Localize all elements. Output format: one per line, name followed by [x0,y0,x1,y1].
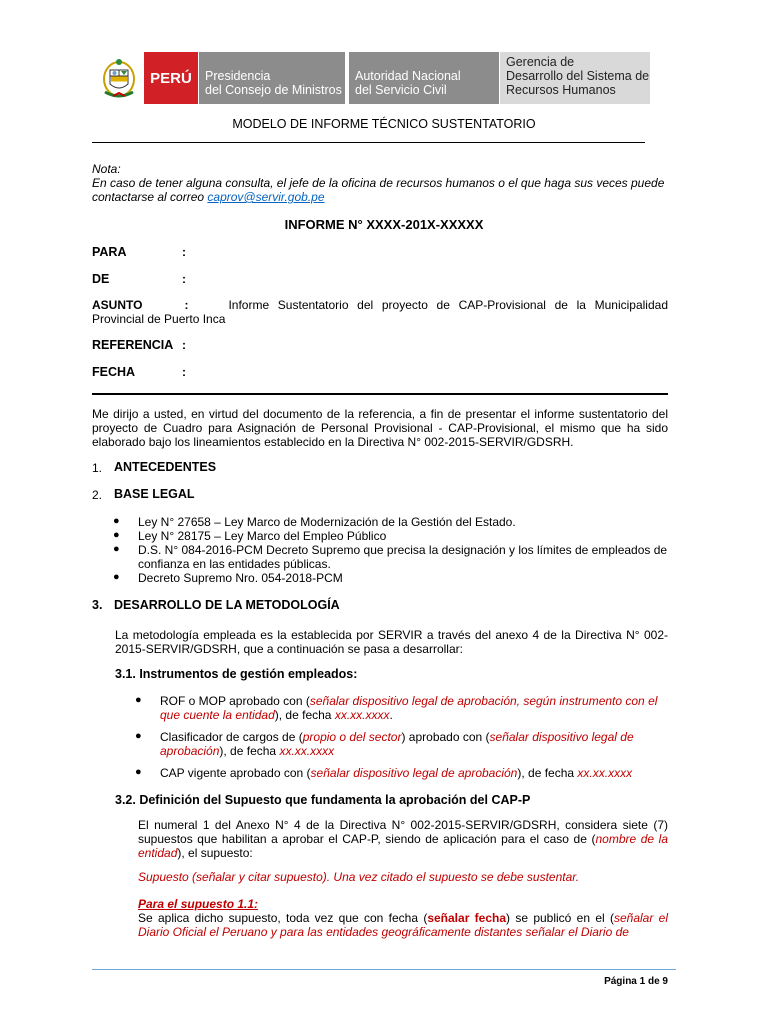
instruments-list [135,694,668,780]
list-item: ● Decreto Supremo Nro. 054-2018-PCM [113,571,343,585]
section-2-number: 2. [92,488,103,502]
legal-basis-list [113,515,668,585]
subsection-3-1-heading: 3.1. Instrumentos de gestión empleados: [115,667,358,681]
list-item: ● D.S. N° 084-2016-PCM Decreto Supremo que precisa la designación y los límites de empleados de confianza en las entidades públicas. [113,543,668,571]
field-asunto-value: Informe Sustentatorio del proyecto de CAP-Provisional de la Municipalidad Provincial de Puerto Inca [92,298,668,326]
field-para-colon: : [182,245,186,259]
note-block [92,162,668,204]
section-3-number: 3. [92,598,103,612]
report-number: INFORME N° XXXX-201X-XXXXX [284,217,484,232]
field-para-label: PARA [92,245,127,259]
section-2-heading: BASE LEGAL [114,487,195,501]
list-item: ● Clasificador de cargos de (propio o del sector) aprobado con (señalar dispositivo legal de aprobación), de fecha xx.xx.xxxx [135,730,634,758]
subsection-3-2-heading: 3.2. Definición del Supuesto que fundamenta la aprobación del CAP-P [115,793,531,807]
bullet-icon: ● [135,730,142,742]
gdsrh-line-2: Desarrollo del Sistema de [506,69,650,83]
field-asunto-colon: : [184,298,189,312]
gdsrh-line-1: Gerencia de [506,55,575,69]
field-de-colon: : [182,272,186,286]
bullet-icon: ● [135,766,142,778]
pcm-block [199,52,345,104]
contact-email-link[interactable]: caprov@servir.gob.pe [207,190,325,204]
methodology-paragraph: La metodología empleada es la establecida por SERVIR a través del anexo 4 de la Directiva N° 002-2015-SERVIR/GDSRH, que a continuación se pasa a desarrollar: [115,628,668,656]
list-item: ● Ley N° 27658 – Ley Marco de Modernización de la Gestión del Estado. [113,515,516,529]
section-1-number: 1. [92,461,103,475]
list-item: ● Ley N° 28175 – Ley Marco del Empleo Público [113,529,387,543]
note-text: En caso de tener alguna consulta, el jefe de la oficina de recursos humanos o el que haga sus veces puede contactarse al correo [92,176,665,204]
servir-block [349,52,499,104]
list-item: ● ROF o MOP aprobado con (señalar dispositivo legal de aprobación, según instrumento con el que cuente la entidad), de fecha xx.xx.xxxx. [135,694,658,722]
servir-line-1: Autoridad Nacional [355,69,461,83]
para-supuesto-heading: Para el supuesto 1.1: [138,897,259,911]
bullet-icon: ● [113,529,120,541]
intro-paragraph: Me dirijo a usted, en virtud del documento de la referencia, a fin de presentar el informe sustentatorio del proyecto de Cuadro para Asignación de Personal Provisional - CAP-Provisional, el mismo que ha sido elaborado bajo los lineamientos establecido en la Directiva N° 002-2015-SERVIR/GDSRH. [92,407,668,449]
peru-label: PERÚ [144,52,198,104]
document-title: MODELO DE INFORME TÉCNICO SUSTENTATORIO [232,117,536,131]
field-referencia-colon: : [182,338,186,352]
field-fecha-colon: : [182,365,186,379]
bullet-icon: ● [113,543,120,555]
pcm-line-2: del Consejo de Ministros [205,83,342,97]
field-referencia-label: REFERENCIA [92,338,174,352]
bullet-icon: ● [135,694,142,706]
header-separator [92,393,668,395]
field-asunto [92,298,668,326]
gdsrh-block [500,52,650,104]
bullet-icon: ● [113,571,120,583]
final-paragraph: Se aplica dicho supuesto, toda vez que con fecha (señalar fecha) se publicó en el (señalar el Diario Oficial el Peruano y para las entidades geográficamente distantes señalar el Diario de [138,911,668,939]
coat-of-arms-logo [96,52,142,104]
pcm-line-1: Presidencia [205,69,271,83]
footer-rule [92,969,676,970]
title-underline [92,142,645,143]
field-asunto-label: ASUNTO [92,298,143,312]
gdsrh-line-3: Recursos Humanos [506,83,616,97]
page-number: Página 1 de 9 [604,976,668,987]
bullet-icon: ● [113,515,120,527]
supuesto-instruction: Supuesto (señalar y citar supuesto). Una vez citado el supuesto se debe sustentar. [138,870,580,884]
section-1-heading: ANTECEDENTES [114,460,217,474]
section-3-heading: DESARROLLO DE LA METODOLOGÍA [114,598,340,612]
field-de-label: DE [92,272,110,286]
servir-line-2: del Servicio Civil [355,83,447,97]
list-item: ● CAP vigente aprobado con (señalar dispositivo legal de aprobación), de fecha xx.xx.xxxx [135,766,633,780]
field-fecha-label: FECHA [92,365,136,379]
note-label: Nota: [92,162,121,176]
supuesto-paragraph: El numeral 1 del Anexo N° 4 de la Directiva N° 002-2015-SERVIR/GDSRH, considera siete (7) supuestos que habilitan a aprobar el CAP-P, siendo de aplicación para el caso de (nombre de la entidad), el supuesto: [138,818,668,860]
